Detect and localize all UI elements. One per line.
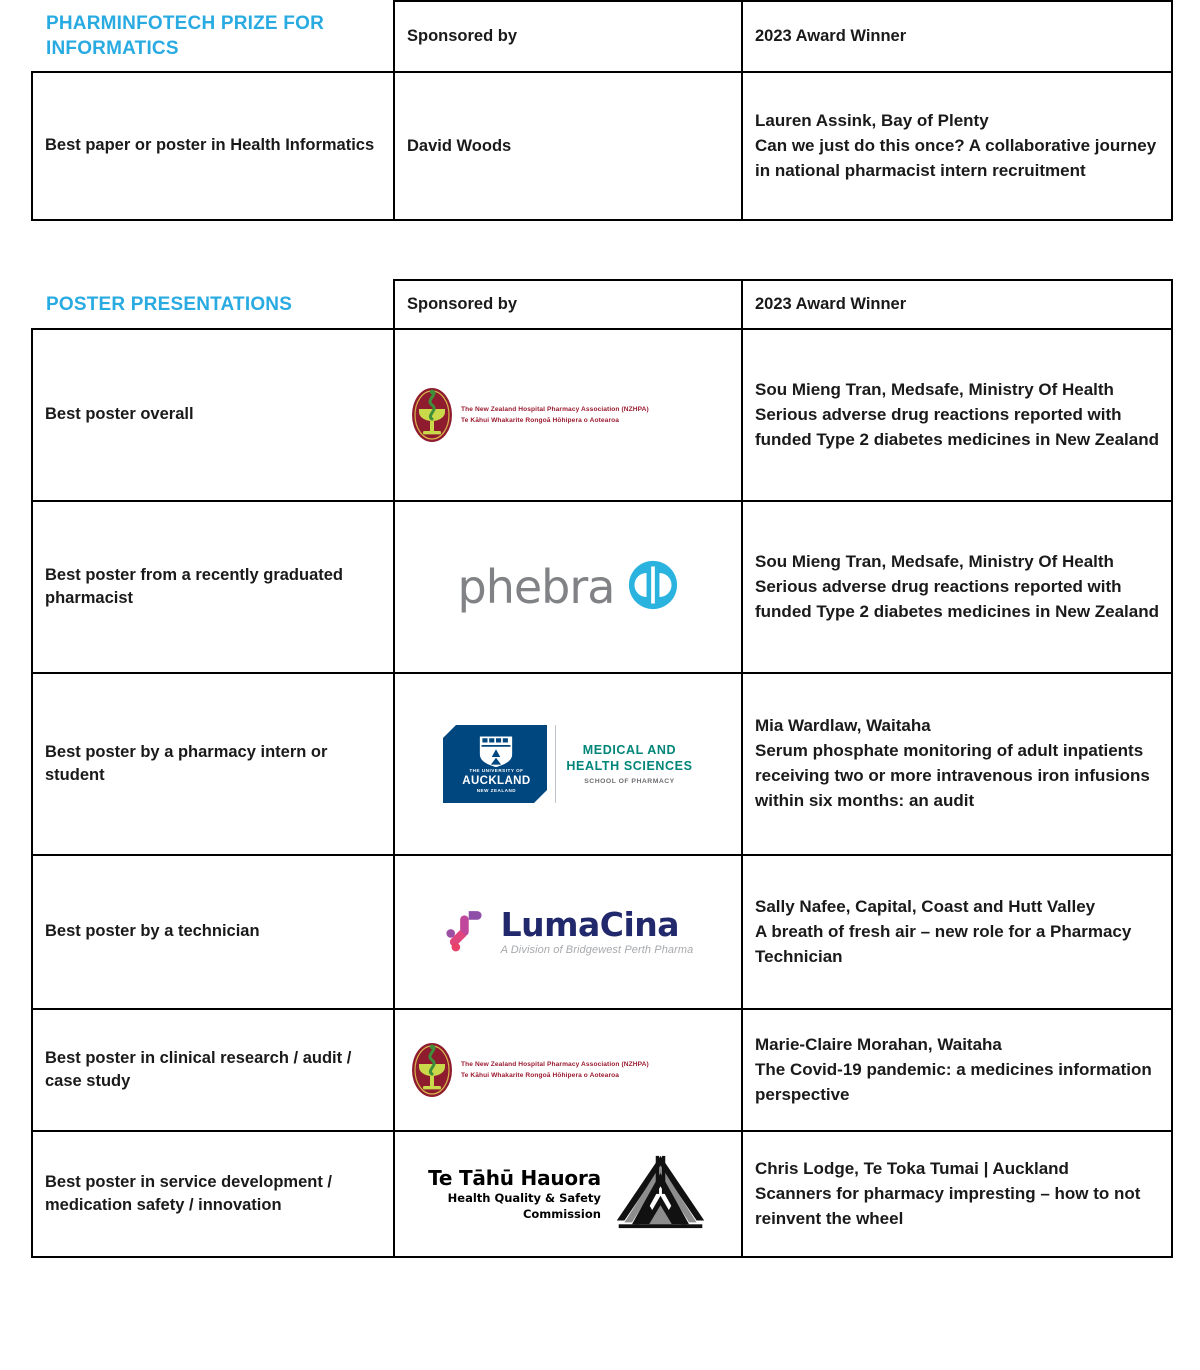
nzhpa-logo-line2: Te Kāhui Whakarite Rongoā Hōhipera o Aotearoa xyxy=(461,417,620,425)
sponsor-name: David Woods xyxy=(407,136,512,155)
winner-cell xyxy=(742,1009,1172,1131)
nzhpa-badge-icon xyxy=(411,1042,453,1098)
sponsor-cell xyxy=(394,1009,742,1131)
category-cell xyxy=(32,1009,394,1131)
table-gap-spacer xyxy=(0,221,1200,279)
category-cell xyxy=(32,72,394,220)
nzhpa-badge-icon xyxy=(411,387,453,443)
category-label: Best poster from a recently graduated pharmacist xyxy=(45,565,343,608)
sponsor-cell xyxy=(394,855,742,1009)
sponsor-cell xyxy=(394,673,742,855)
category-cell xyxy=(32,329,394,501)
winner-project: The Covid-19 pandemic: a medicines information perspective xyxy=(755,1059,1152,1104)
section-heading-cell xyxy=(32,280,394,329)
column-header-sponsored-by: Sponsored by xyxy=(394,280,742,329)
winner-cell xyxy=(742,855,1172,1009)
nzhpa-logo-line1: The New Zealand Hospital Pharmacy Association (NZHPA) xyxy=(461,1060,649,1068)
phebra-wordmark: phebra xyxy=(457,560,615,615)
winner-project: Serious adverse drug reactions reported with funded Type 2 diabetes medicines in New Zealand xyxy=(755,576,1160,621)
table-row xyxy=(32,501,1172,673)
table-row xyxy=(32,72,1172,220)
table-row xyxy=(32,1009,1172,1131)
auckland-name: AUCKLAND xyxy=(462,775,531,788)
lumacina-text-block xyxy=(500,905,694,957)
pharminfotech-award-table xyxy=(31,0,1173,221)
auckland-bottom-line: NEW ZEALAND xyxy=(476,787,517,793)
lumacina-wordmark: LumaCina xyxy=(500,905,680,945)
table-row xyxy=(32,855,1172,1009)
nzhpa-logo-text xyxy=(461,1059,649,1082)
winner-name: Sally Nafee, Capital, Coast and Hutt Valley xyxy=(755,896,1096,916)
category-label: Best poster in clinical research / audit / case study xyxy=(45,1048,352,1091)
winner-name: Mia Wardlaw, Waitaha xyxy=(755,716,931,736)
winner-cell xyxy=(742,72,1172,220)
tetahuhauora-name: Te Tāhū Hauora xyxy=(428,1165,601,1190)
table-row xyxy=(32,329,1172,501)
table-row xyxy=(32,673,1172,855)
auckland-school-line: SCHOOL OF PHARMACY xyxy=(584,777,675,785)
winner-name: Chris Lodge, Te Toka Tumai | Auckland xyxy=(755,1158,1069,1178)
auckland-logo xyxy=(403,725,733,803)
winner-project: Can we just do this once? A collaborative journey in national pharmacist intern recruitment xyxy=(755,135,1157,180)
sponsor-cell xyxy=(394,72,742,220)
nzhpa-logo xyxy=(403,387,733,443)
winner-name: Marie-Claire Morahan, Waitaha xyxy=(755,1034,1002,1054)
category-label: Best poster in service development / medication safety / innovation xyxy=(45,1172,333,1215)
section-title: POSTER PRESENTATIONS xyxy=(46,293,293,315)
category-cell xyxy=(32,673,394,855)
winner-cell xyxy=(742,673,1172,855)
winner-project: Serum phosphate monitoring of adult inpatients receiving two or more intravenous iron infusions within six months: an audit xyxy=(755,741,1150,811)
column-header-award-winner: 2023 Award Winner xyxy=(742,280,1172,329)
category-cell xyxy=(32,501,394,673)
nzhpa-logo-text xyxy=(461,404,649,427)
sponsor-cell xyxy=(394,1131,742,1257)
lumacina-tagline: A Division of Bridgewest Perth Pharma xyxy=(500,944,694,957)
winner-name: Sou Mieng Tran, Medsafe, Ministry Of Health xyxy=(755,551,1114,571)
winner-project: A breath of fresh air – new role for a Pharmacy Technician xyxy=(755,921,1132,966)
auckland-faculty-block xyxy=(555,725,692,803)
phebra-logo xyxy=(403,560,733,615)
nzhpa-logo-line1: The New Zealand Hospital Pharmacy Association (NZHPA) xyxy=(461,405,649,413)
category-cell xyxy=(32,1131,394,1257)
nzhpa-logo xyxy=(403,1042,733,1098)
tetahuhauora-gable-icon xyxy=(613,1154,708,1235)
winner-cell xyxy=(742,329,1172,501)
table-header-row xyxy=(32,1,1172,72)
auckland-faculty-line1: MEDICAL AND xyxy=(582,743,677,758)
sponsor-cell xyxy=(394,501,742,673)
section-heading-cell xyxy=(32,1,394,72)
winner-name: Sou Mieng Tran, Medsafe, Ministry Of Health xyxy=(755,379,1114,399)
nzhpa-logo-line2: Te Kāhui Whakarite Rongoā Hōhipera o Aotearoa xyxy=(461,1072,620,1080)
column-header-award-winner: 2023 Award Winner xyxy=(742,1,1172,72)
table-row xyxy=(32,1131,1172,1257)
winner-cell xyxy=(742,1131,1172,1257)
category-label: Best poster overall xyxy=(45,405,194,424)
auckland-shield-icon xyxy=(476,734,516,768)
winner-cell xyxy=(742,501,1172,673)
table-header-row xyxy=(32,280,1172,329)
section-title: PHARMINFOTECH PRIZE FOR INFORMATICS xyxy=(46,13,324,60)
winner-project: Serious adverse drug reactions reported with funded Type 2 diabetes medicines in New Zealand xyxy=(755,404,1160,449)
auckland-top-line: THE UNIVERSITY OF xyxy=(469,768,524,774)
category-label: Best paper or poster in Health Informatics xyxy=(45,136,375,155)
winner-project: Scanners for pharmacy impresting – how to not reinvent the wheel xyxy=(755,1183,1141,1228)
category-label: Best poster by a technician xyxy=(45,922,260,941)
tetahuhauora-sub-line1: Health Quality & Safety xyxy=(447,1190,601,1205)
category-cell xyxy=(32,855,394,1009)
phebra-mark-icon xyxy=(628,560,678,615)
category-label: Best poster by a pharmacy intern or student xyxy=(45,742,328,785)
tetahuhauora-text-block xyxy=(428,1165,601,1221)
tetahuhauora-logo xyxy=(403,1154,733,1235)
tetahuhauora-sub-line2: Commission xyxy=(522,1206,601,1221)
lumacina-mark-icon xyxy=(443,904,491,961)
sponsor-cell xyxy=(394,329,742,501)
poster-presentations-table xyxy=(31,279,1173,1258)
column-header-sponsored-by: Sponsored by xyxy=(394,1,742,72)
auckland-crest-block xyxy=(443,725,547,803)
lumacina-logo xyxy=(403,904,733,961)
winner-name: Lauren Assink, Bay of Plenty xyxy=(755,110,989,130)
auckland-faculty-line2: HEALTH SCIENCES xyxy=(566,758,693,773)
